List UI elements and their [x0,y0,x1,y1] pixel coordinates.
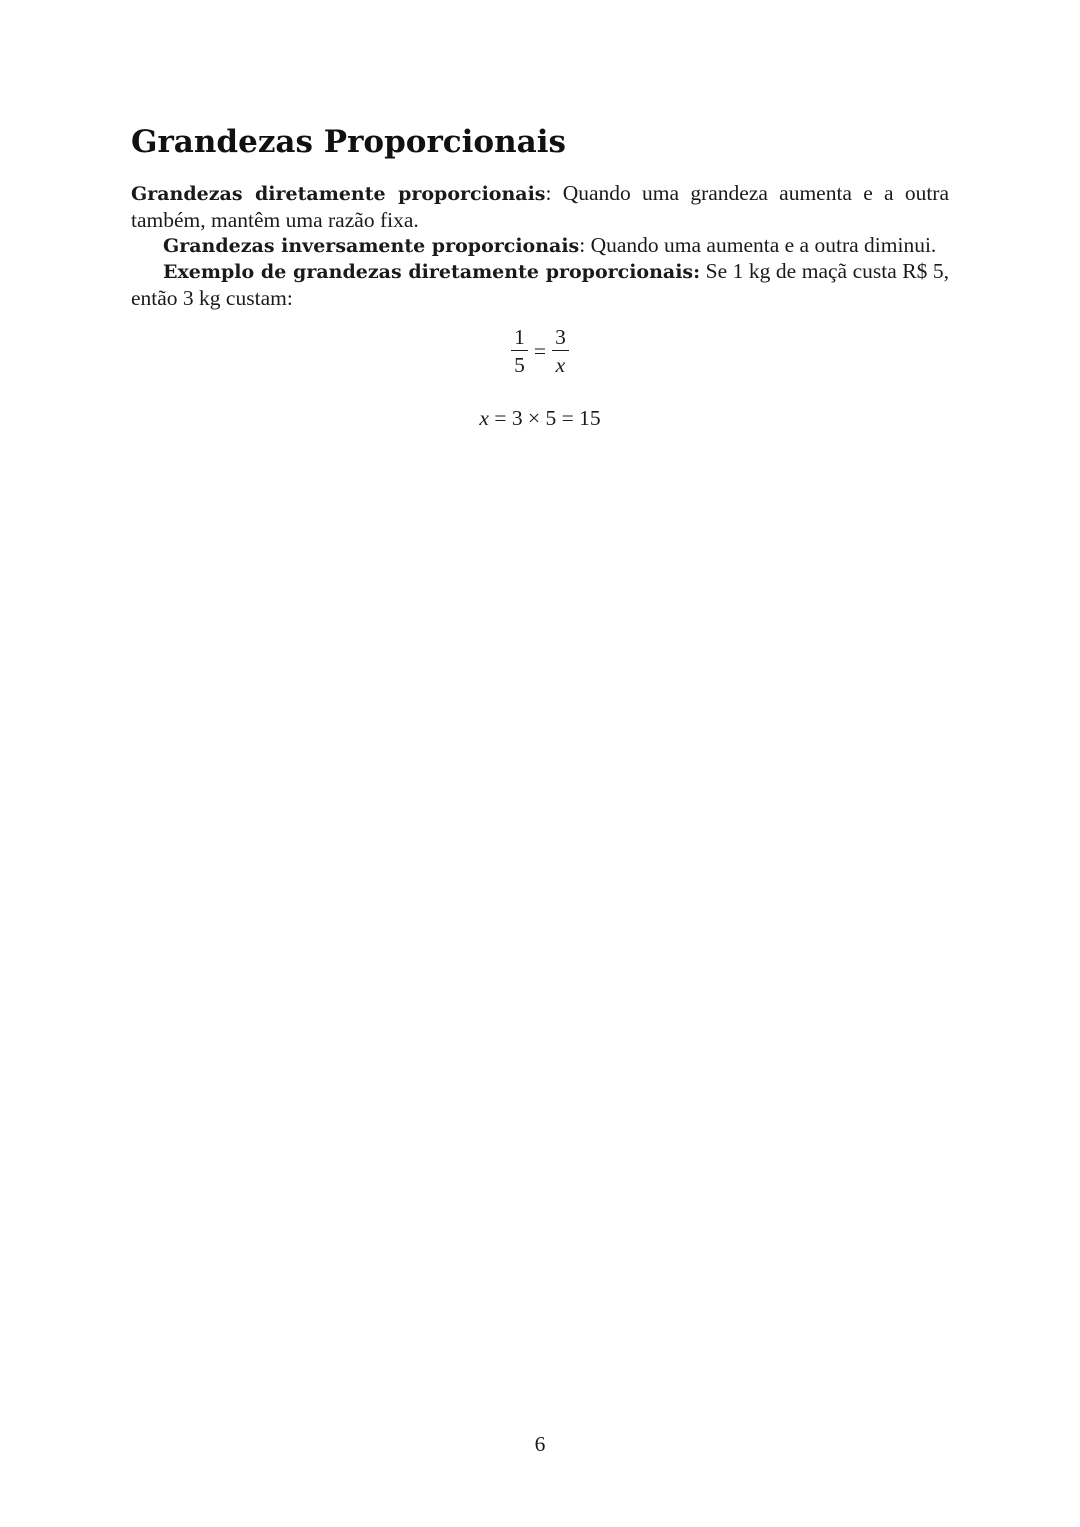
page-number: 6 [534,1432,546,1456]
term-example: Exemplo de grandezas diretamente proporcionais: [163,261,701,283]
fraction-right [552,326,569,376]
section-title: Grandezas Proporcionais [131,124,566,160]
fraction-right-numerator: 3 [552,326,569,351]
fraction-left-numerator: 1 [511,326,528,351]
solution-expression: = 3 × 5 = 15 [488,406,601,430]
definition-direct-proportion: : Quando uma grandeza aumenta e a outra também, mantêm uma razão fixa. [131,181,949,232]
term-inverse-proportion: Grandezas inversamente proporcionais [163,235,580,257]
term-direct-proportion: Grandezas diretamente proporcionais [131,183,546,205]
solution-equation [0,405,1080,431]
fraction-right-denominator: x [555,353,566,377]
fraction-left [511,326,528,376]
solution-variable: x [479,406,489,430]
paragraph-inverse-proportion [131,232,949,259]
paragraph-direct-proportion [131,180,949,233]
proportion-equation [0,326,1080,376]
fraction-left-denominator: 5 [514,353,525,377]
equals-sign: = [533,338,547,363]
paragraph-example [131,258,949,311]
example-text: Se 1 kg de maçã custa R$ 5, então 3 kg custam: [131,259,949,310]
definition-inverse-proportion: : Quando uma aumenta e a outra diminui. [579,233,937,257]
